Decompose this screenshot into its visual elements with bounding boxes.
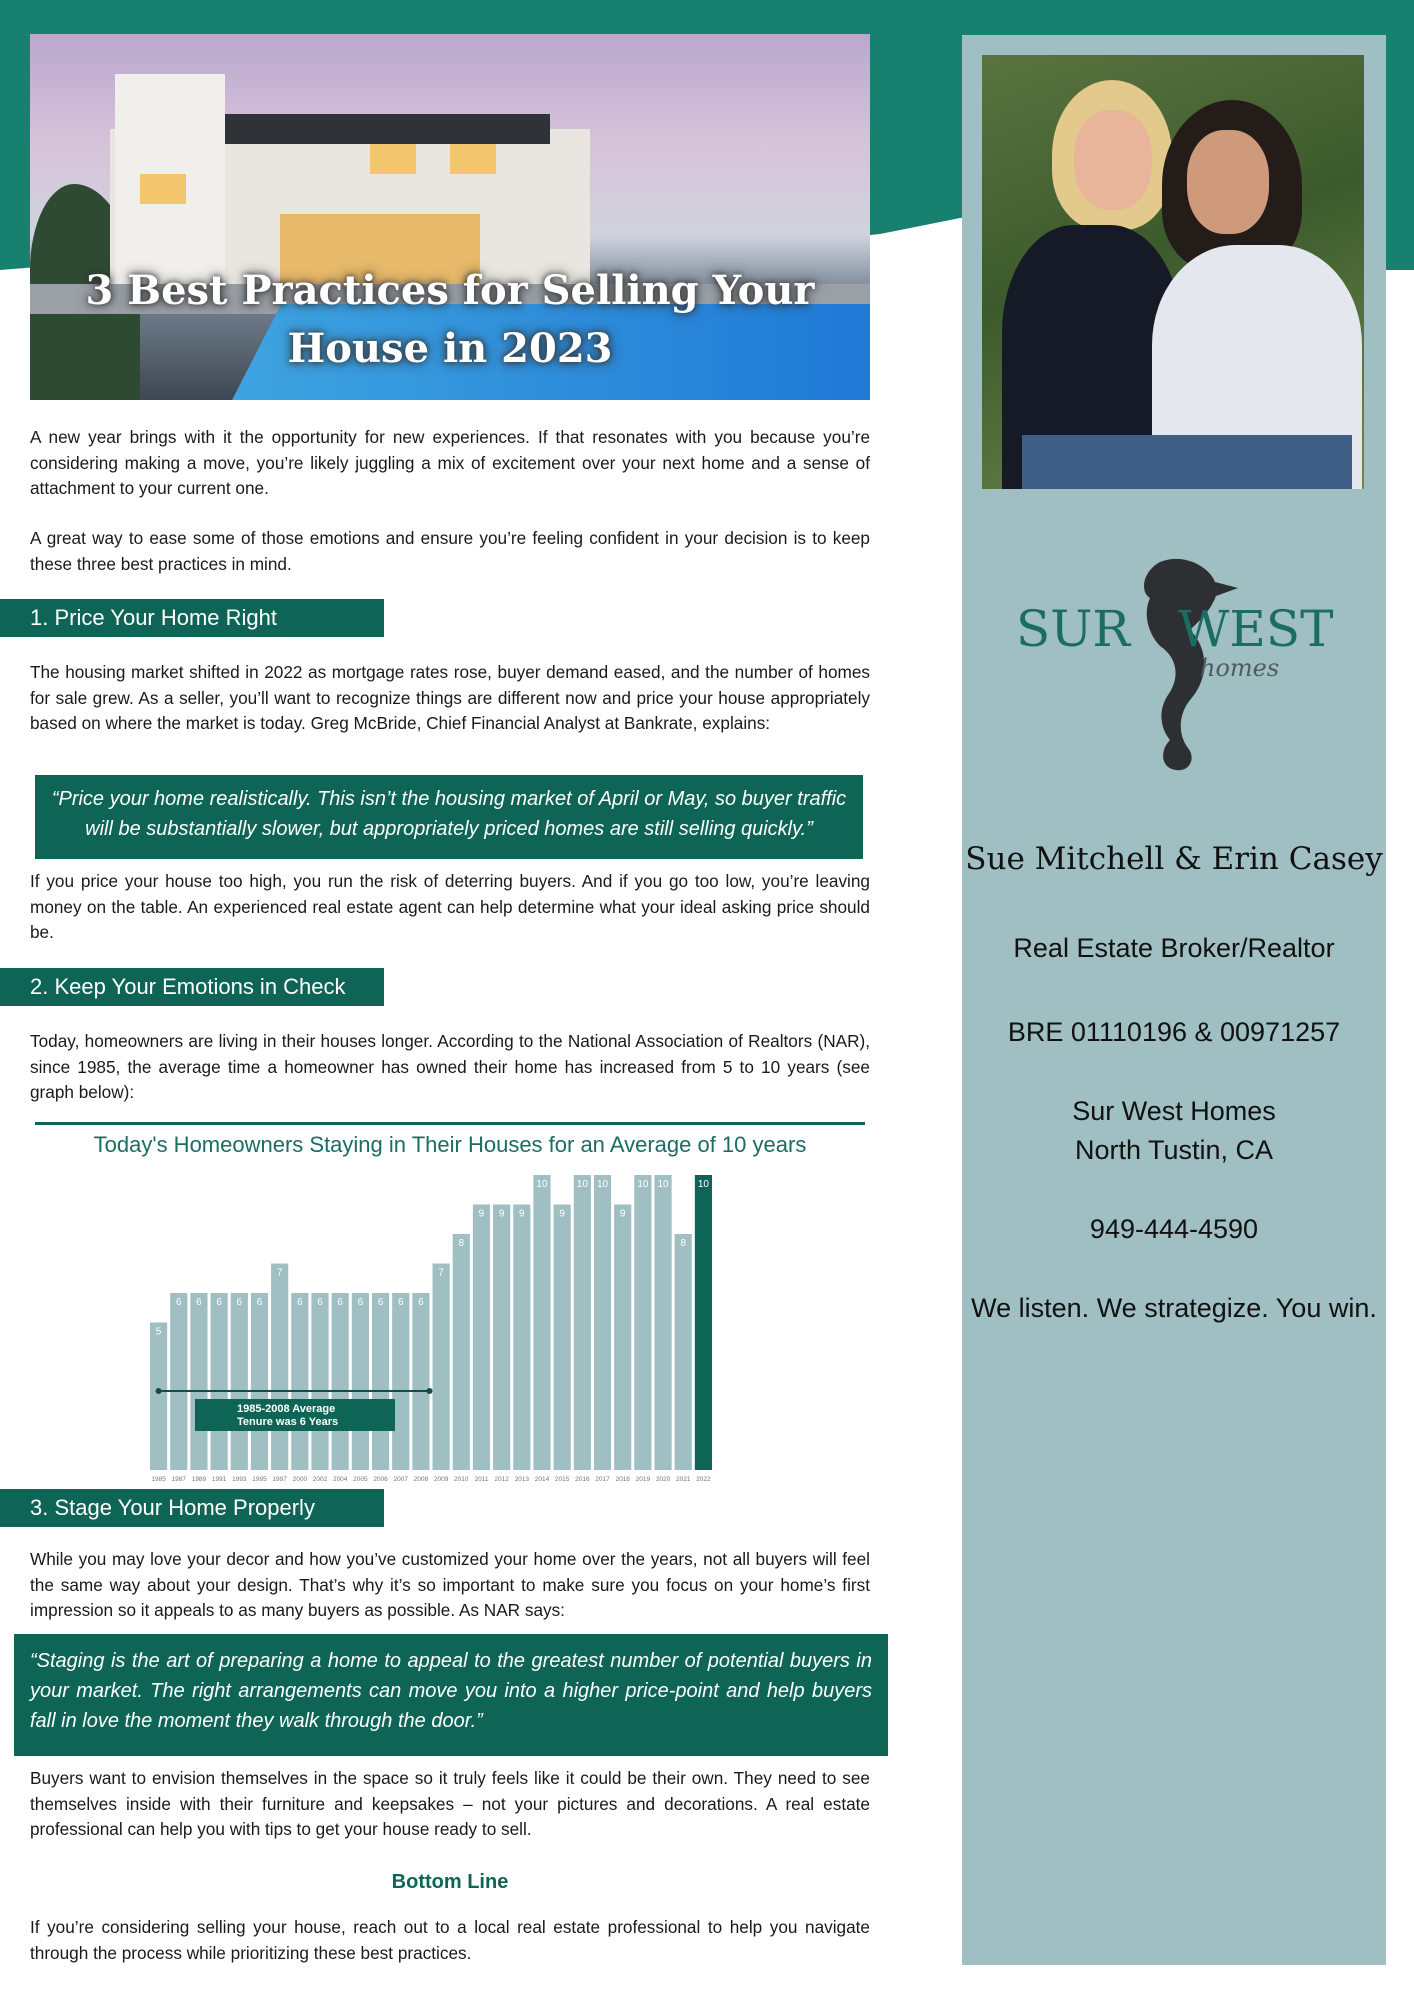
hero-title-line1: 3 Best Practices for Selling Your bbox=[85, 267, 815, 314]
bar-value-label: 8 bbox=[680, 1238, 687, 1249]
x-tick-label: 2016 bbox=[575, 1476, 590, 1483]
agent-license: BRE 01110196 & 00971257 bbox=[1007, 1017, 1341, 1047]
section-1-heading: 1. Price Your Home Right bbox=[0, 599, 384, 637]
hero-title-line2: House in 2023 bbox=[287, 325, 613, 372]
section-1-paragraph-2: If you price your house too high, you run the risk of deterring buyers. And if you go too low, you’re leaving money on the table. An experienced real estate agent can help determine what your ideal asking price should be. bbox=[30, 871, 870, 942]
x-tick-label: 2022 bbox=[696, 1476, 711, 1483]
bar-1985 bbox=[150, 1323, 167, 1471]
bar-value-label: 7 bbox=[276, 1267, 283, 1279]
tagline: We listen. We strategize. You win. bbox=[971, 1293, 1377, 1323]
logo-word-homes: homes bbox=[1200, 654, 1280, 682]
x-tick-label: 2014 bbox=[534, 1476, 550, 1483]
bar-value-label: 9 bbox=[498, 1208, 505, 1220]
x-tick-label: 2017 bbox=[595, 1476, 610, 1483]
bar-value-label: 6 bbox=[418, 1297, 424, 1308]
logo-word-west: WEST bbox=[1178, 600, 1334, 658]
section-1-paragraph-1: The housing market shifted in 2022 as mortgage rates rose, buyer demand eased, and the number of homes for sale grew. As a seller, you’ll want to recognize things are different now and price your house appropriately based on where the market is today. Greg McBride, Chief Financial Analyst at Bankrate, explains: bbox=[30, 662, 870, 733]
bar-value-label: 6 bbox=[175, 1297, 182, 1308]
intro-paragraph-1: A new year brings with it the opportunity for new experiences. If that resonates with you because you’re considering making a move, you’re likely juggling a mix of excitement over your next home and a sense of attachment to your current one. bbox=[30, 427, 870, 498]
x-tick-label: 1993 bbox=[232, 1476, 247, 1483]
bar-2006 bbox=[372, 1293, 389, 1470]
bar-value-label: 6 bbox=[216, 1297, 222, 1308]
section-2-paragraph-1: Today, homeowners are living in their houses longer. According to the National Association of Realtors (NAR), since 1985, the average time a homeowner has owned their home has increased from 5 to 10 years (see graph below): bbox=[30, 1031, 870, 1102]
bar-2021 bbox=[675, 1234, 692, 1470]
agent-names: Sue Mitchell & Erin Casey bbox=[965, 841, 1383, 877]
bar-value-label: 10 bbox=[576, 1179, 588, 1190]
x-tick-label: 2015 bbox=[554, 1476, 570, 1483]
bar-value-label: 9 bbox=[619, 1208, 626, 1220]
hero-house-roof bbox=[210, 114, 550, 144]
bar-value-label: 10 bbox=[697, 1179, 709, 1190]
hero-image bbox=[30, 34, 870, 400]
bar-1993 bbox=[231, 1293, 248, 1470]
bar-value-label: 5 bbox=[155, 1326, 162, 1338]
x-tick-label: 2019 bbox=[635, 1476, 651, 1483]
bar-value-label: 6 bbox=[357, 1297, 364, 1308]
bar-value-label: 9 bbox=[559, 1208, 565, 1220]
section-3-heading: 3. Stage Your Home Properly bbox=[0, 1489, 384, 1527]
chart-top-rule bbox=[35, 1122, 865, 1125]
company-location: North Tustin, CA bbox=[1074, 1135, 1274, 1165]
x-tick-label: 1989 bbox=[191, 1476, 207, 1483]
bar-value-label: 9 bbox=[478, 1208, 485, 1220]
bar-1989 bbox=[190, 1293, 207, 1470]
bar-2017 bbox=[594, 1175, 611, 1470]
bar-1987 bbox=[170, 1293, 187, 1470]
bottom-line-heading: Bottom Line bbox=[391, 1871, 509, 1893]
bar-2015 bbox=[554, 1205, 571, 1471]
x-tick-label: 2010 bbox=[454, 1476, 469, 1483]
bar-value-label: 10 bbox=[657, 1179, 669, 1190]
x-tick-label: 2020 bbox=[655, 1476, 671, 1483]
bar-value-label: 6 bbox=[397, 1297, 404, 1308]
x-tick-label: 1985 bbox=[151, 1476, 166, 1483]
bar-2007 bbox=[392, 1293, 409, 1470]
section-3-paragraph-2: Buyers want to envision themselves in the space so it truly feels like it could be their own. They need to see themselves inside with their furniture and keepsakes – not your pictures and decorations. A real estate professional can help you with tips to get your house ready to sell. bbox=[30, 1768, 870, 1839]
bar-2002 bbox=[311, 1293, 328, 1470]
company-name: Sur West Homes bbox=[1072, 1096, 1276, 1126]
x-tick-label: 2002 bbox=[312, 1476, 328, 1483]
bar-value-label: 10 bbox=[596, 1179, 609, 1190]
x-tick-label: 2018 bbox=[615, 1476, 630, 1483]
bar-2005 bbox=[352, 1293, 369, 1470]
x-tick-label: 2000 bbox=[292, 1476, 308, 1483]
bar-value-label: 9 bbox=[519, 1208, 525, 1220]
bar-1995 bbox=[251, 1293, 268, 1470]
bottom-line-paragraph: If you’re considering selling your house, reach out to a local real estate professional to help you navigate through the process while prioritizing these best practices. bbox=[30, 1917, 870, 1963]
bar-1997 bbox=[271, 1264, 288, 1471]
x-tick-label: 2008 bbox=[413, 1476, 429, 1483]
intro-paragraph-2: A great way to ease some of those emotions and ensure you’re feeling confident in your decision is to keep these three best practices in mind. bbox=[30, 528, 870, 574]
bar-2020 bbox=[654, 1175, 671, 1470]
sur-west-homes-logo bbox=[1010, 550, 1350, 780]
bar-value-label: 6 bbox=[317, 1297, 323, 1308]
bar-2018 bbox=[614, 1205, 631, 1471]
annotation-text: Tenure was 6 Years bbox=[237, 1416, 339, 1428]
section-2-heading: 2. Keep Your Emotions in Check bbox=[0, 968, 384, 1006]
hero-window bbox=[370, 144, 416, 174]
hero-window bbox=[450, 144, 496, 174]
x-tick-label: 1997 bbox=[272, 1476, 287, 1483]
bar-2010 bbox=[453, 1234, 470, 1470]
bar-2009 bbox=[433, 1264, 450, 1471]
x-tick-label: 1995 bbox=[252, 1476, 267, 1483]
section-1-quote: “Price your home realistically. This isn’t the housing market of April or May, so buyer traffic will be substantially slower, but appropriately priced homes are still selling quickly.” bbox=[35, 775, 863, 859]
hero-window bbox=[140, 174, 186, 204]
bar-value-label: 10 bbox=[637, 1179, 649, 1190]
bar-2016 bbox=[574, 1175, 591, 1470]
logo-word-sur: SUR bbox=[1016, 600, 1131, 658]
x-tick-label: 2007 bbox=[393, 1476, 408, 1483]
bar-value-label: 7 bbox=[438, 1267, 444, 1279]
bar-2019 bbox=[634, 1175, 651, 1470]
agent-title: Real Estate Broker/Realtor bbox=[1013, 933, 1335, 963]
bar-value-label: 6 bbox=[196, 1297, 202, 1308]
agents-photo bbox=[982, 55, 1364, 489]
chart-title: Today's Homeowners Staying in Their Houses for an Average of 10 years bbox=[93, 1132, 807, 1157]
bar-2022 bbox=[695, 1175, 712, 1470]
x-tick-label: 2011 bbox=[474, 1476, 489, 1483]
bar-1991 bbox=[211, 1293, 228, 1470]
average-line-endpoint bbox=[427, 1388, 433, 1394]
agents-jeans bbox=[1022, 435, 1352, 489]
bar-2011 bbox=[473, 1205, 490, 1471]
x-tick-label: 1987 bbox=[171, 1476, 187, 1483]
bar-2013 bbox=[513, 1205, 530, 1471]
bar-value-label: 6 bbox=[236, 1297, 243, 1308]
x-tick-label: 2005 bbox=[353, 1476, 368, 1483]
annotation-text: 1985-2008 Average bbox=[237, 1403, 336, 1415]
x-tick-label: 2013 bbox=[514, 1476, 530, 1483]
section-3-paragraph-1: While you may love your decor and how you’ve customized your home over the years, not all buyers will feel the same way about your design. That’s why it’s so important to make sure you focus on your home’s first impression so it appeals to as many buyers as possible. As NAR says: bbox=[30, 1549, 870, 1620]
section-3-quote: “Staging is the art of preparing a home to appeal to the greatest number of potential buyers in your market. The right arrangements can move you into a higher price-point and help buyers fall in love the moment they walk through the door.” bbox=[14, 1634, 888, 1756]
bar-2008 bbox=[412, 1293, 429, 1470]
bar-2014 bbox=[533, 1175, 550, 1470]
tenure-bar-chart bbox=[140, 1170, 720, 1485]
bar-value-label: 8 bbox=[458, 1238, 465, 1249]
bar-value-label: 6 bbox=[337, 1297, 343, 1308]
bar-2004 bbox=[332, 1293, 349, 1470]
bar-2012 bbox=[493, 1205, 510, 1471]
x-tick-label: 2006 bbox=[373, 1476, 388, 1483]
bar-2000 bbox=[291, 1293, 308, 1470]
agent-2-face bbox=[1187, 130, 1269, 234]
agent-1-face bbox=[1074, 110, 1152, 210]
bar-value-label: 6 bbox=[377, 1297, 384, 1308]
bar-value-label: 6 bbox=[256, 1297, 263, 1308]
x-tick-label: 2012 bbox=[494, 1476, 509, 1483]
hero-title bbox=[30, 262, 870, 378]
phone-number[interactable]: 949-444-4590 bbox=[1089, 1214, 1259, 1244]
x-tick-label: 2009 bbox=[433, 1476, 449, 1483]
average-line-endpoint bbox=[156, 1388, 162, 1394]
x-tick-label: 2021 bbox=[675, 1476, 691, 1483]
bar-value-label: 6 bbox=[297, 1297, 303, 1308]
bar-value-label: 10 bbox=[536, 1179, 548, 1190]
x-tick-label: 2004 bbox=[332, 1476, 348, 1483]
x-tick-label: 1991 bbox=[211, 1476, 227, 1483]
